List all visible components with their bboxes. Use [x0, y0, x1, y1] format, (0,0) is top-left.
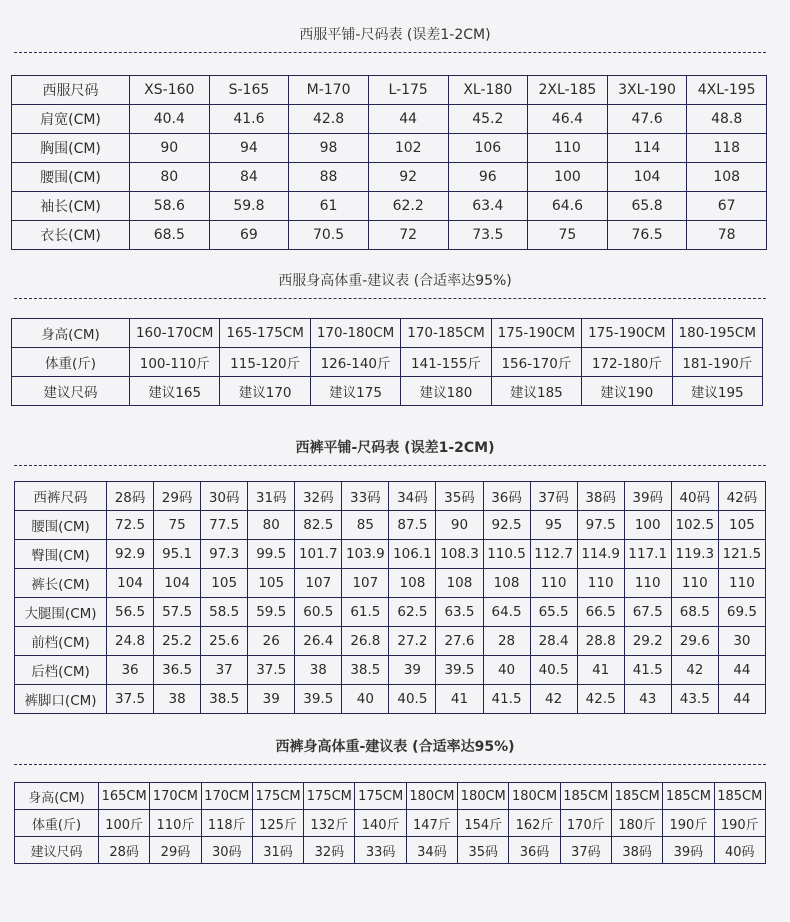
- table-cell: 58.5: [201, 598, 248, 627]
- table-cell: 165CM: [99, 783, 150, 810]
- table-cell: 69: [209, 221, 289, 250]
- table-cell: 102.5: [671, 511, 718, 540]
- table-cell: 170CM: [150, 783, 201, 810]
- table-cell: 175CM: [304, 783, 355, 810]
- row-label-cell: 体重(斤): [12, 348, 130, 377]
- table-cell: 42: [671, 656, 718, 685]
- table-cell: 57.5: [154, 598, 201, 627]
- table-row: [15, 569, 766, 598]
- table-cell: 78: [687, 221, 767, 250]
- row-label-cell: 身高(CM): [15, 783, 99, 810]
- table-cell: 170CM: [201, 783, 252, 810]
- table-cell: 95.1: [154, 540, 201, 569]
- table-cell: 180CM: [458, 783, 509, 810]
- table-cell: 36.5: [154, 656, 201, 685]
- header-cell: 35码: [436, 482, 483, 511]
- table-cell: 69.5: [718, 598, 765, 627]
- header-cell: 31码: [248, 482, 295, 511]
- table-cell: 70.5: [289, 221, 369, 250]
- table-cell: 160-170CM: [130, 319, 220, 348]
- table-cell: 101.7: [295, 540, 342, 569]
- table-row: [15, 627, 766, 656]
- table-cell: 102: [368, 134, 448, 163]
- table-cell: 64.6: [528, 192, 608, 221]
- table-cell: 45.2: [448, 105, 528, 134]
- table-cell: 100: [624, 511, 671, 540]
- table-cell: 40码: [714, 837, 765, 864]
- table-cell: 185CM: [560, 783, 611, 810]
- table-cell: 172-180斤: [582, 348, 672, 377]
- table-cell: 38码: [611, 837, 662, 864]
- row-label-cell: 西裤尺码: [15, 482, 107, 511]
- row-label-cell: 袖长(CM): [12, 192, 130, 221]
- table-row: [15, 810, 766, 837]
- table-cell: 46.4: [528, 105, 608, 134]
- table-cell: 82.5: [295, 511, 342, 540]
- table-row: [15, 656, 766, 685]
- table-cell: 180斤: [611, 810, 662, 837]
- table-cell: 36码: [509, 837, 560, 864]
- table-cell: 88: [289, 163, 369, 192]
- table-cell: 175-190CM: [582, 319, 672, 348]
- table-header-row: [12, 76, 767, 105]
- row-label-cell: 裤长(CM): [15, 569, 107, 598]
- divider: [14, 52, 766, 53]
- table-cell: 110: [530, 569, 577, 598]
- table-cell: 61.5: [342, 598, 389, 627]
- jacket-size-table: [11, 75, 767, 250]
- table-row: [15, 685, 766, 714]
- table-cell: 32码: [304, 837, 355, 864]
- table-row: [15, 511, 766, 540]
- table-cell: 62.5: [389, 598, 436, 627]
- table-cell: 28.8: [577, 627, 624, 656]
- table-cell: 建议180: [401, 377, 491, 406]
- header-cell: 29码: [154, 482, 201, 511]
- table-cell: 170-180CM: [310, 319, 400, 348]
- header-cell: 34码: [389, 482, 436, 511]
- table-cell: 92.5: [483, 511, 530, 540]
- table-row: [15, 598, 766, 627]
- table-cell: 117.1: [624, 540, 671, 569]
- table-cell: 44: [368, 105, 448, 134]
- table-cell: 40: [483, 656, 530, 685]
- header-cell: 40码: [671, 482, 718, 511]
- table-cell: 37.5: [107, 685, 154, 714]
- table-cell: 180CM: [406, 783, 457, 810]
- table-cell: 66.5: [577, 598, 624, 627]
- pants-size-title: 西裤平铺-尺码表 (误差1-2CM): [295, 440, 495, 456]
- header-cell: S-165: [209, 76, 289, 105]
- table-cell: 68.5: [130, 221, 210, 250]
- table-cell: 156-170斤: [491, 348, 581, 377]
- table-row: [12, 163, 767, 192]
- divider: [14, 764, 766, 765]
- table-cell: 30: [718, 627, 765, 656]
- table-cell: 56.5: [107, 598, 154, 627]
- table-cell: 29码: [150, 837, 201, 864]
- table-cell: 39.5: [295, 685, 342, 714]
- table-cell: 47.6: [607, 105, 687, 134]
- table-cell: 107: [295, 569, 342, 598]
- row-label-cell: 大腿围(CM): [15, 598, 107, 627]
- row-label-cell: 建议尺码: [15, 837, 99, 864]
- table-cell: 121.5: [718, 540, 765, 569]
- table-cell: 98: [289, 134, 369, 163]
- table-cell: 38: [295, 656, 342, 685]
- header-cell: 28码: [107, 482, 154, 511]
- table-cell: 95: [530, 511, 577, 540]
- table-cell: 90: [436, 511, 483, 540]
- table-cell: 41.6: [209, 105, 289, 134]
- row-label-cell: 胸围(CM): [12, 134, 130, 163]
- row-label-cell: 腰围(CM): [12, 163, 130, 192]
- table-cell: 28.4: [530, 627, 577, 656]
- table-cell: 147斤: [406, 810, 457, 837]
- row-label-cell: 身高(CM): [12, 319, 130, 348]
- table-cell: 110斤: [150, 810, 201, 837]
- table-cell: 65.8: [607, 192, 687, 221]
- table-cell: 39: [248, 685, 295, 714]
- table-cell: 118斤: [201, 810, 252, 837]
- table-cell: 建议185: [491, 377, 581, 406]
- header-cell: XS-160: [130, 76, 210, 105]
- header-cell: L-175: [368, 76, 448, 105]
- table-cell: 165-175CM: [220, 319, 310, 348]
- table-cell: 75: [154, 511, 201, 540]
- table-cell: 190斤: [714, 810, 765, 837]
- table-cell: 110: [718, 569, 765, 598]
- table-cell: 181-190斤: [672, 348, 762, 377]
- row-label-cell: 建议尺码: [12, 377, 130, 406]
- pants-size-table: [14, 481, 766, 714]
- row-label-cell: 西服尺码: [12, 76, 130, 105]
- table-cell: 126-140斤: [310, 348, 400, 377]
- table-cell: 73.5: [448, 221, 528, 250]
- table-cell: 141-155斤: [401, 348, 491, 377]
- table-cell: 40.4: [130, 105, 210, 134]
- table-cell: 108: [436, 569, 483, 598]
- table-cell: 75: [528, 221, 608, 250]
- table-cell: 94: [209, 134, 289, 163]
- table-cell: 37: [201, 656, 248, 685]
- table-cell: 建议175: [310, 377, 400, 406]
- header-cell: 32码: [295, 482, 342, 511]
- table-cell: 建议170: [220, 377, 310, 406]
- table-cell: 建议190: [582, 377, 672, 406]
- header-cell: 3XL-190: [607, 76, 687, 105]
- row-label-cell: 腰围(CM): [15, 511, 107, 540]
- table-cell: 110: [577, 569, 624, 598]
- table-cell: 84: [209, 163, 289, 192]
- table-row: [12, 377, 763, 406]
- table-cell: 42: [530, 685, 577, 714]
- table-row: [15, 540, 766, 569]
- table-cell: 100-110斤: [130, 348, 220, 377]
- table-cell: 建议165: [130, 377, 220, 406]
- table-cell: 125斤: [252, 810, 303, 837]
- table-cell: 97.3: [201, 540, 248, 569]
- table-cell: 27.2: [389, 627, 436, 656]
- row-label-cell: 臀围(CM): [15, 540, 107, 569]
- table-cell: 105: [248, 569, 295, 598]
- row-label-cell: 后档(CM): [15, 656, 107, 685]
- table-cell: 67: [687, 192, 767, 221]
- table-cell: 25.6: [201, 627, 248, 656]
- header-cell: 38码: [577, 482, 624, 511]
- header-cell: 36码: [483, 482, 530, 511]
- table-cell: 118: [687, 134, 767, 163]
- table-cell: 115-120斤: [220, 348, 310, 377]
- table-cell: 44: [718, 685, 765, 714]
- row-label-cell: 体重(斤): [15, 810, 99, 837]
- table-row: [12, 192, 767, 221]
- table-cell: 108: [687, 163, 767, 192]
- table-cell: 31码: [252, 837, 303, 864]
- table-cell: 39码: [663, 837, 714, 864]
- jacket-recommend-title: 西服身高体重-建议表 (合适率达95%): [278, 273, 512, 289]
- table-cell: 105: [718, 511, 765, 540]
- table-cell: 185CM: [663, 783, 714, 810]
- table-cell: 140斤: [355, 810, 406, 837]
- table-cell: 175CM: [355, 783, 406, 810]
- table-cell: 72.5: [107, 511, 154, 540]
- table-cell: 132斤: [304, 810, 355, 837]
- table-cell: 104: [154, 569, 201, 598]
- pants-recommend-table: [14, 782, 766, 864]
- divider: [14, 298, 766, 299]
- table-cell: 106: [448, 134, 528, 163]
- table-cell: 107: [342, 569, 389, 598]
- table-cell: 72: [368, 221, 448, 250]
- table-cell: 64.5: [483, 598, 530, 627]
- table-cell: 26.4: [295, 627, 342, 656]
- row-label-cell: 前档(CM): [15, 627, 107, 656]
- header-cell: 39码: [624, 482, 671, 511]
- table-cell: 190斤: [663, 810, 714, 837]
- table-cell: 41: [577, 656, 624, 685]
- table-cell: 37.5: [248, 656, 295, 685]
- table-cell: 67.5: [624, 598, 671, 627]
- table-cell: 60.5: [295, 598, 342, 627]
- table-cell: 87.5: [389, 511, 436, 540]
- table-cell: 85: [342, 511, 389, 540]
- table-cell: 28码: [99, 837, 150, 864]
- table-cell: 104: [107, 569, 154, 598]
- table-row: [12, 105, 767, 134]
- table-cell: 58.6: [130, 192, 210, 221]
- table-row: [15, 783, 766, 810]
- table-cell: 100斤: [99, 810, 150, 837]
- table-cell: 34码: [406, 837, 457, 864]
- table-cell: 162斤: [509, 810, 560, 837]
- table-cell: 80: [248, 511, 295, 540]
- header-cell: 30码: [201, 482, 248, 511]
- table-row: [12, 348, 763, 377]
- table-header-row: [15, 482, 766, 511]
- table-cell: 96: [448, 163, 528, 192]
- table-cell: 39: [389, 656, 436, 685]
- table-cell: 24.8: [107, 627, 154, 656]
- table-cell: 33码: [355, 837, 406, 864]
- table-cell: 105: [201, 569, 248, 598]
- table-cell: 28: [483, 627, 530, 656]
- table-cell: 25.2: [154, 627, 201, 656]
- table-cell: 154斤: [458, 810, 509, 837]
- table-cell: 180CM: [509, 783, 560, 810]
- table-cell: 108: [389, 569, 436, 598]
- table-cell: 112.7: [530, 540, 577, 569]
- row-label-cell: 衣长(CM): [12, 221, 130, 250]
- table-cell: 97.5: [577, 511, 624, 540]
- table-cell: 62.2: [368, 192, 448, 221]
- jacket-recommend-table: [11, 318, 763, 406]
- table-cell: 39.5: [436, 656, 483, 685]
- header-cell: 2XL-185: [528, 76, 608, 105]
- table-cell: 63.4: [448, 192, 528, 221]
- table-cell: 44: [718, 656, 765, 685]
- table-cell: 175-190CM: [491, 319, 581, 348]
- table-cell: 114: [607, 134, 687, 163]
- table-cell: 59.5: [248, 598, 295, 627]
- table-cell: 41.5: [624, 656, 671, 685]
- table-cell: 29.6: [671, 627, 718, 656]
- table-cell: 106.1: [389, 540, 436, 569]
- table-cell: 114.9: [577, 540, 624, 569]
- table-cell: 41: [436, 685, 483, 714]
- table-cell: 38: [154, 685, 201, 714]
- table-cell: 40.5: [389, 685, 436, 714]
- table-cell: 61: [289, 192, 369, 221]
- header-cell: M-170: [289, 76, 369, 105]
- table-cell: 108: [483, 569, 530, 598]
- table-cell: 80: [130, 163, 210, 192]
- header-cell: 33码: [342, 482, 389, 511]
- table-cell: 63.5: [436, 598, 483, 627]
- table-cell: 48.8: [687, 105, 767, 134]
- header-cell: 42码: [718, 482, 765, 511]
- jacket-size-title: 西服平铺-尺码表 (误差1-2CM): [299, 27, 491, 43]
- table-cell: 37码: [560, 837, 611, 864]
- table-cell: 99.5: [248, 540, 295, 569]
- table-cell: 103.9: [342, 540, 389, 569]
- table-cell: 185CM: [714, 783, 765, 810]
- table-cell: 170-185CM: [401, 319, 491, 348]
- table-cell: 110: [624, 569, 671, 598]
- table-cell: 建议195: [672, 377, 762, 406]
- table-cell: 100: [528, 163, 608, 192]
- pants-recommend-title: 西裤身高体重-建议表 (合适率达95%): [275, 739, 515, 755]
- table-cell: 40.5: [530, 656, 577, 685]
- table-cell: 65.5: [530, 598, 577, 627]
- table-cell: 110: [528, 134, 608, 163]
- table-cell: 42.8: [289, 105, 369, 134]
- row-label-cell: 裤脚口(CM): [15, 685, 107, 714]
- table-cell: 92: [368, 163, 448, 192]
- table-cell: 90: [130, 134, 210, 163]
- table-cell: 26.8: [342, 627, 389, 656]
- table-cell: 68.5: [671, 598, 718, 627]
- divider: [14, 465, 766, 466]
- table-cell: 30码: [201, 837, 252, 864]
- table-cell: 185CM: [611, 783, 662, 810]
- table-row: [12, 134, 767, 163]
- table-cell: 42.5: [577, 685, 624, 714]
- table-cell: 119.3: [671, 540, 718, 569]
- header-cell: XL-180: [448, 76, 528, 105]
- table-cell: 29.2: [624, 627, 671, 656]
- table-row: [12, 319, 763, 348]
- table-row: [12, 221, 767, 250]
- table-cell: 38.5: [201, 685, 248, 714]
- table-cell: 175CM: [252, 783, 303, 810]
- header-cell: 37码: [530, 482, 577, 511]
- table-cell: 76.5: [607, 221, 687, 250]
- table-cell: 110.5: [483, 540, 530, 569]
- table-cell: 43: [624, 685, 671, 714]
- table-cell: 43.5: [671, 685, 718, 714]
- table-cell: 104: [607, 163, 687, 192]
- table-cell: 26: [248, 627, 295, 656]
- table-cell: 38.5: [342, 656, 389, 685]
- table-cell: 35码: [458, 837, 509, 864]
- table-cell: 180-195CM: [672, 319, 762, 348]
- header-cell: 4XL-195: [687, 76, 767, 105]
- table-row: [15, 837, 766, 864]
- table-cell: 108.3: [436, 540, 483, 569]
- table-cell: 40: [342, 685, 389, 714]
- table-cell: 27.6: [436, 627, 483, 656]
- table-cell: 36: [107, 656, 154, 685]
- table-cell: 59.8: [209, 192, 289, 221]
- table-cell: 170斤: [560, 810, 611, 837]
- row-label-cell: 肩宽(CM): [12, 105, 130, 134]
- table-cell: 92.9: [107, 540, 154, 569]
- table-cell: 110: [671, 569, 718, 598]
- table-cell: 41.5: [483, 685, 530, 714]
- table-cell: 77.5: [201, 511, 248, 540]
